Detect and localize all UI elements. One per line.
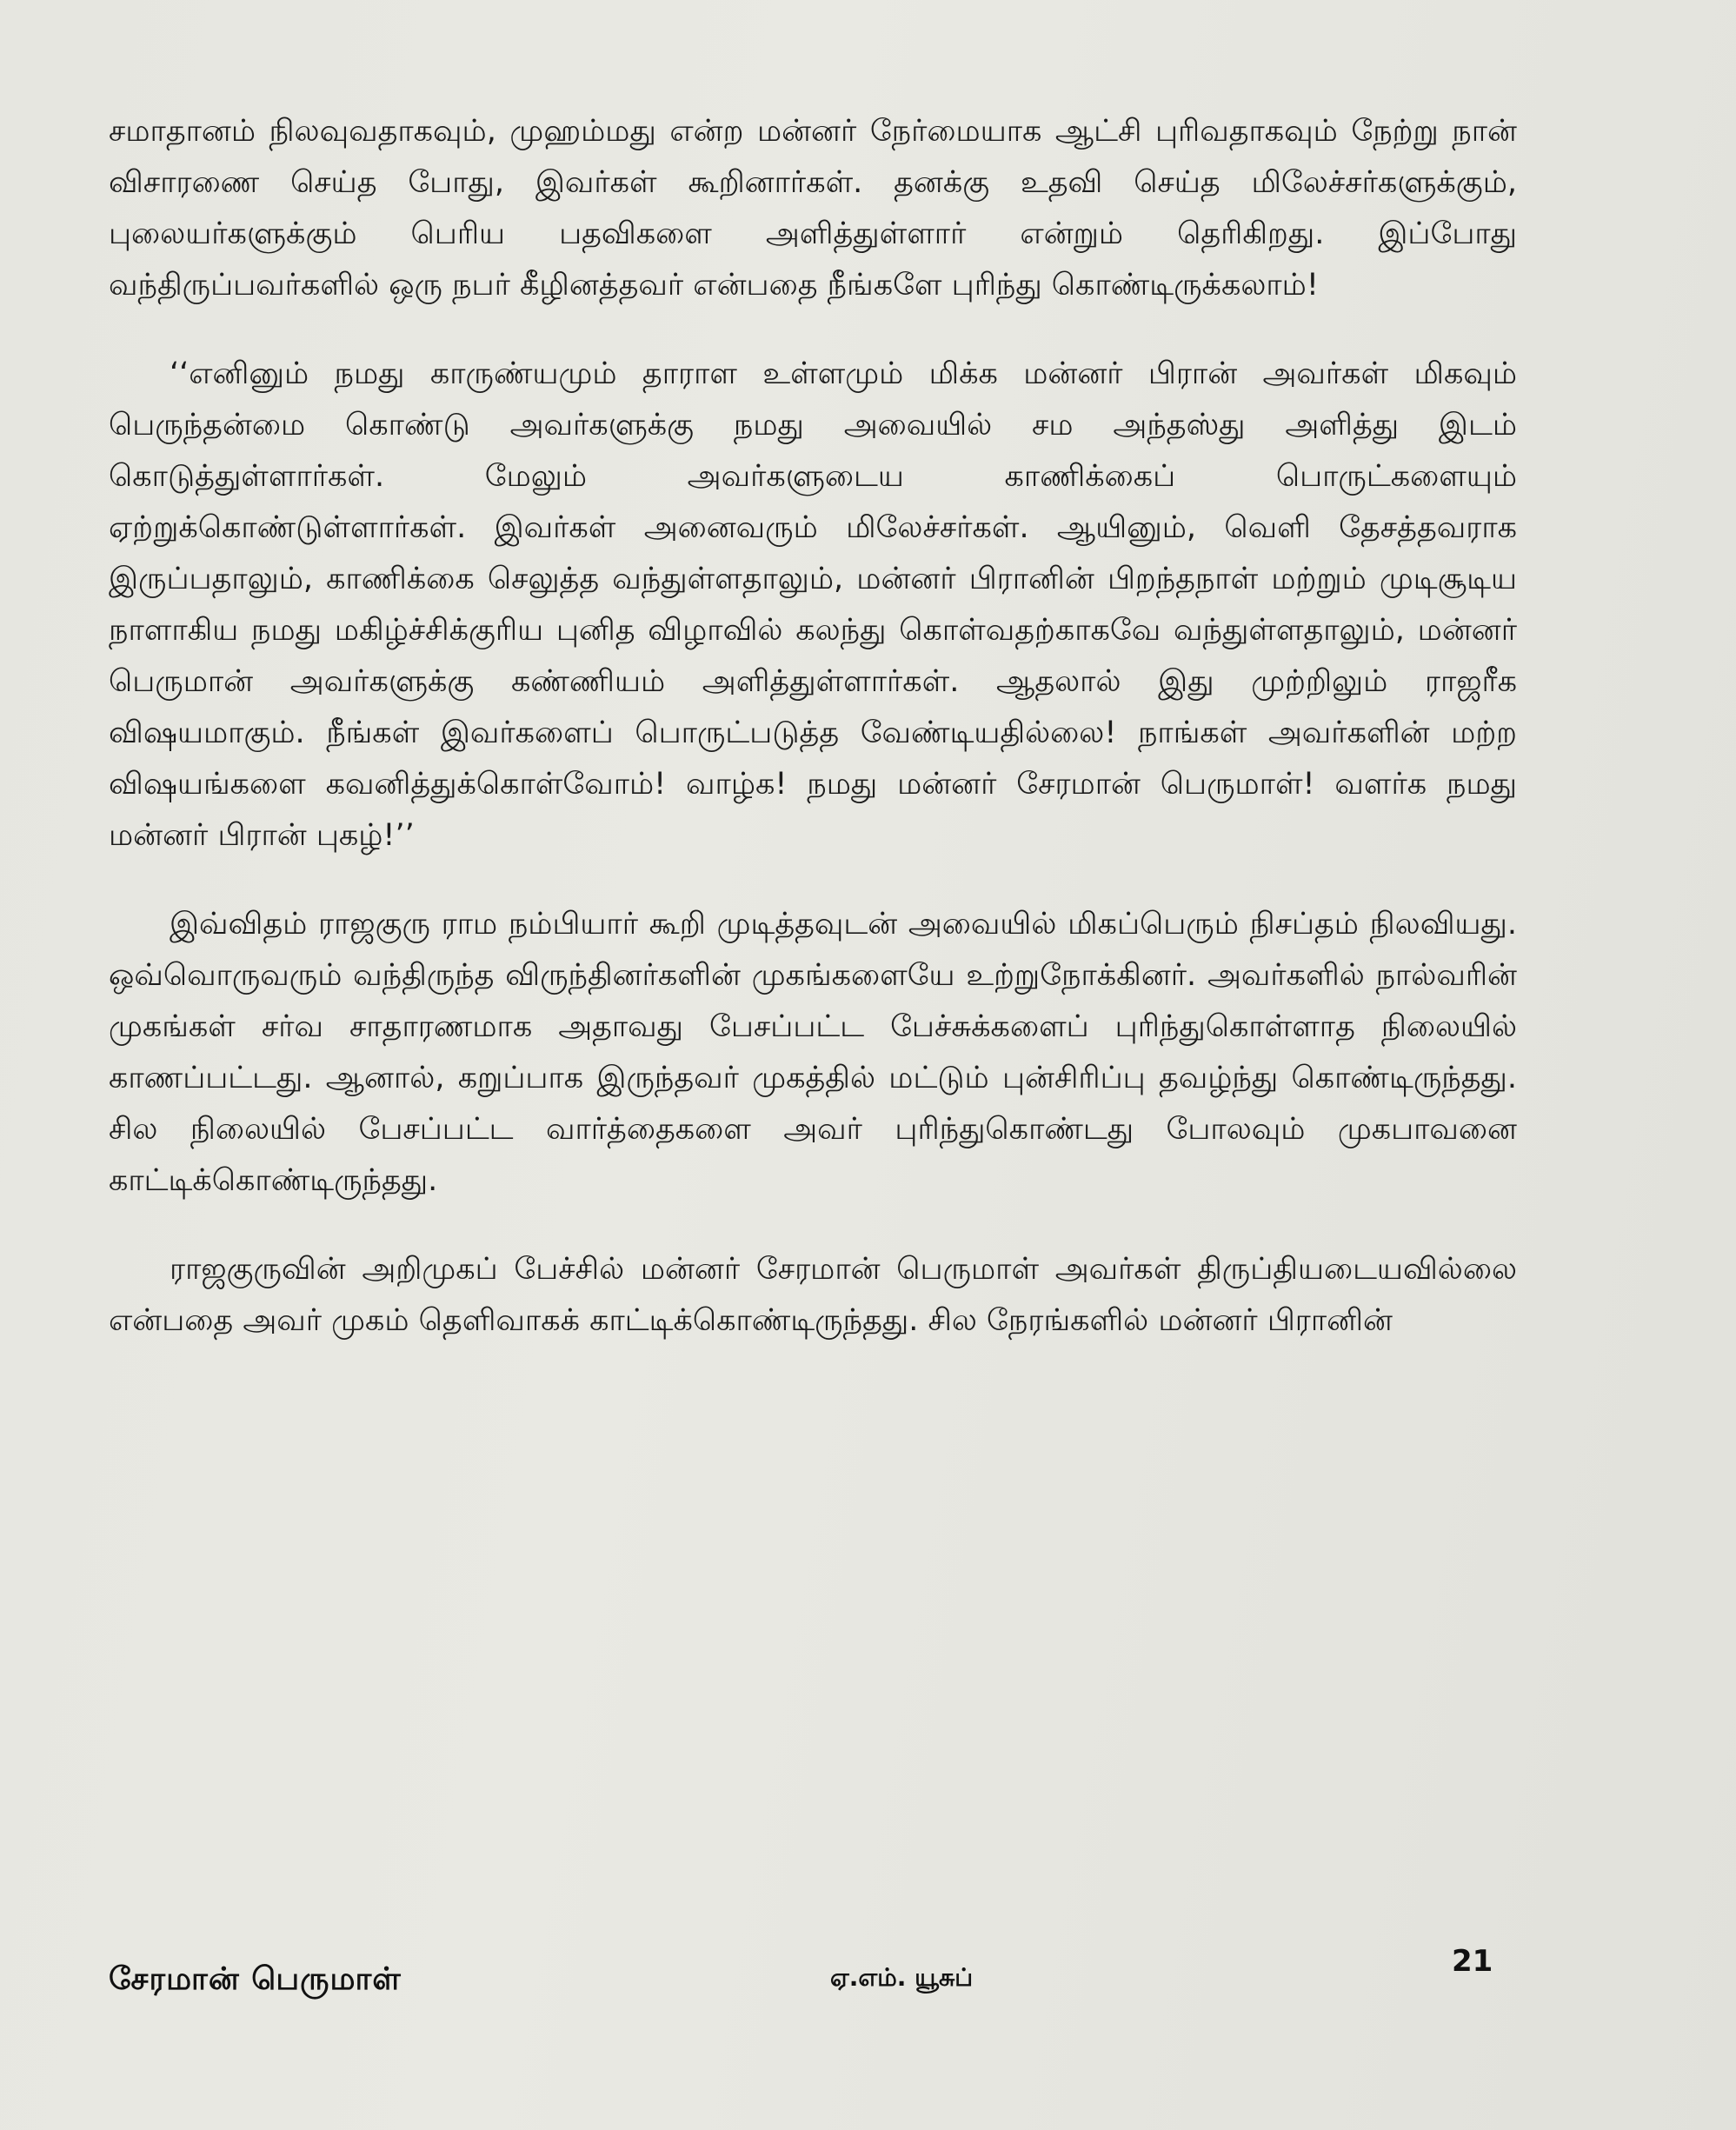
page-footer [109,1944,1500,2014]
paragraph-1: சமாதானம் நிலவுவதாகவும், முஹம்மது என்ற மன்னர் நேர்மையாக ஆட்சி புரிவதாகவும் நேற்று நான் விசாரணை செய்த போது, இவர்கள் கூறினார்கள். தனக்கு உதவி செய்த மிலேச்சர்களுக்கும், புலையர்களுக்கும் பெரிய பதவிகளை அளித்துள்ளார் என்றும் தெரிகிறது. இப்போது வந்திருப்பவர்களில் ஒரு நபர் கீழினத்தவர் என்பதை நீங்களே புரிந்து கொண்டிருக்கலாம்! [109,114,1517,303]
paragraph-3: இவ்விதம் ராஜகுரு ராம நம்பியார் கூறி முடித்தவுடன் அவையில் மிகப்பெரும் நிசப்தம் நிலவியது. ஒவ்வொருவரும் வந்திருந்த விருந்தினர்களின் முகங்களையே உற்றுநோக்கினர். அவர்களில் நால்வரின் முகங்கள் சர்வ சாதாரணமாக அதாவது பேசப்பட்ட பேச்சுக்களைப் புரிந்துகொள்ளாத நிலையில் காணப்பட்டது. ஆனால், கறுப்பாக இருந்தவர் முகத்தில் மட்டும் புன்சிரிப்பு தவழ்ந்து கொண்டிருந்தது. சில நிலையில் பேசப்பட்ட வார்த்தைகளை அவர் புரிந்துகொண்டது போலவும் முகபாவனை காட்டிக்கொண்டிருந்தது. [109,907,1517,1198]
paragraph-4: ராஜகுருவின் அறிமுகப் பேச்சில் மன்னர் சேரமான் பெருமாள் அவர்கள் திருப்தியடையவில்லை என்பதை அவர் முகம் தெளிவாகக் காட்டிக்கொண்டிருந்தது. சில நேரங்களில் மன்னர் பிரானின் [109,1252,1517,1338]
author-name: ஏ.எம். யூசுப் [830,1963,974,1992]
page-body [109,106,1517,1384]
page-number: 21 [1452,1944,1493,1979]
book-title: சேரமான் பெருமாள் [109,1961,402,1997]
paragraph-2: ‘‘எனினும் நமது காருண்யமும் தாராள உள்ளமும் மிக்க மன்னர் பிரான் அவர்கள் மிகவும் பெருந்தன்மை கொண்டு அவர்களுக்கு நமது அவையில் சம அந்தஸ்து அளித்து இடம் கொடுத்துள்ளார்கள். மேலும் அவர்களுடைய காணிக்கைப் பொருட்களையும் ஏற்றுக்கொண்டுள்ளார்கள். இவர்கள் அனைவரும் மிலேச்சர்கள். ஆயினும், வெளி தேசத்தவராக இருப்பதாலும், காணிக்கை செலுத்த வந்துள்ளதாலும், மன்னர் பிரானின் பிறந்தநாள் மற்றும் முடிசூடிய நாளாகிய நமது மகிழ்ச்சிக்குரிய புனித விழாவில் கலந்து கொள்வதற்காகவே வந்துள்ளதாலும், மன்னர் பெருமான் அவர்களுக்கு கண்ணியம் அளித்துள்ளார்கள். ஆதலால் இது முற்றிலும் ராஜரீக விஷயமாகும். நீங்கள் இவர்களைப் பொருட்படுத்த வேண்டியதில்லை! நாங்கள் அவர்களின் மற்ற விஷயங்களை கவனித்துக்கொள்வோம்! வாழ்க! நமது மன்னர் சேரமான் பெருமாள்! வளர்க நமது மன்னர் பிரான் புகழ்!’’ [109,356,1517,853]
